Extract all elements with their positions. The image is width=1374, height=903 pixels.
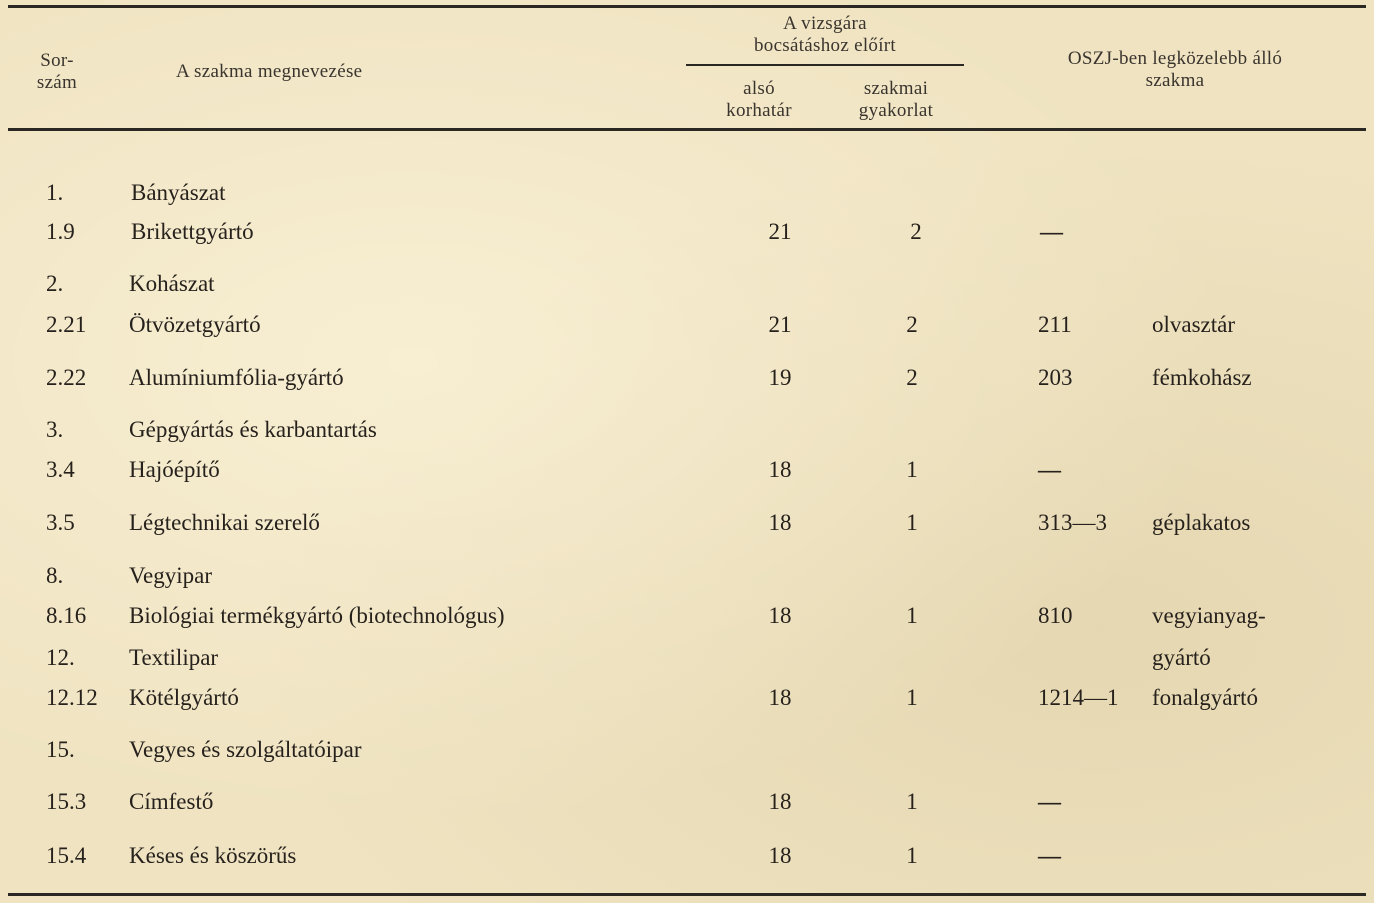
row-2-21-no: 2.21	[46, 312, 87, 337]
row-8-16-age: 18	[768, 603, 792, 628]
row-12-trade: gyártó	[1152, 645, 1211, 670]
row-1-name: Bányászat	[131, 180, 226, 205]
row-15-name: Vegyes és szolgáltatóipar	[129, 737, 362, 762]
row-12-12-name: Kötélgyártó	[129, 685, 239, 710]
row-1-9-age: 21	[768, 219, 792, 244]
row-15-3-no: 15.3	[46, 789, 87, 814]
header-exam	[686, 13, 964, 57]
header-sorszam-line2: szám	[36, 72, 78, 93]
row-1-9-practice: 2	[910, 219, 922, 244]
row-15-4-no: 15.4	[46, 843, 87, 868]
header-age	[700, 78, 818, 122]
row-15-3-name: Címfestő	[129, 789, 214, 814]
row-3-4-practice: 1	[906, 457, 918, 482]
header-age-line1: alsó	[743, 78, 775, 99]
row-15-4-code: —	[1038, 843, 1061, 868]
header-exam-rule	[686, 64, 964, 66]
row-1-no: 1.	[46, 180, 64, 205]
header-rule	[8, 128, 1366, 131]
header-exam-line2: bocsátáshoz előírt	[753, 35, 897, 56]
row-8-16-trade: vegyianyag-	[1152, 603, 1266, 628]
row-3-5-practice: 1	[906, 510, 918, 535]
row-2-22-age: 19	[768, 365, 792, 390]
row-3-4-age: 18	[768, 457, 792, 482]
row-1-9-no: 1.9	[46, 219, 75, 244]
row-2-22-trade: fémkohász	[1152, 365, 1252, 390]
row-2-21-name: Ötvözetgyártó	[129, 312, 261, 337]
row-15-3-age: 18	[768, 789, 792, 814]
header-sorszam	[22, 50, 92, 94]
row-3-5-code: 313—3	[1038, 510, 1107, 535]
row-2-21-trade: olvasztár	[1152, 312, 1236, 337]
row-8-no: 8.	[46, 563, 64, 588]
row-12-12-age: 18	[768, 685, 792, 710]
row-3-5-age: 18	[768, 510, 792, 535]
row-8-16-name: Biológiai termékgyártó (biotechnológus)	[129, 603, 505, 628]
header-practice	[834, 78, 958, 122]
header-practice-line2: gyakorlat	[858, 100, 934, 121]
row-2-22-code: 203	[1038, 365, 1073, 390]
row-3-4-code: —	[1038, 457, 1061, 482]
row-12-12-code: 1214—1	[1038, 685, 1119, 710]
row-15-3-code: —	[1038, 789, 1061, 814]
row-3-5-name: Légtechnikai szerelő	[129, 510, 320, 535]
header-practice-line1: szakmai	[863, 78, 929, 99]
row-12-12-no: 12.12	[46, 685, 98, 710]
row-2-21-practice: 2	[906, 312, 918, 337]
row-1-9-code: —	[1040, 219, 1063, 244]
row-8-16-code: 810	[1038, 603, 1073, 628]
row-2-no: 2.	[46, 271, 64, 296]
row-12-12-trade: fonalgyártó	[1152, 685, 1259, 710]
row-2-21-age: 21	[768, 312, 792, 337]
header-exam-line1: A vizsgára	[783, 13, 867, 34]
row-15-3-practice: 1	[906, 789, 918, 814]
header-oszj-line1: OSZJ-ben legközelebb álló	[1067, 48, 1283, 69]
row-3-5-trade: géplakatos	[1152, 510, 1251, 535]
row-2-22-no: 2.22	[46, 365, 87, 390]
row-8-16-no: 8.16	[46, 603, 87, 628]
row-8-16-practice: 1	[906, 603, 918, 628]
top-rule	[8, 5, 1366, 8]
header-name: A szakma megnevezése	[176, 61, 363, 82]
row-3-4-no: 3.4	[46, 457, 75, 482]
row-3-4-name: Hajóépítő	[129, 457, 220, 482]
row-2-21-code: 211	[1038, 312, 1072, 337]
row-15-4-practice: 1	[906, 843, 918, 868]
bottom-rule	[8, 893, 1366, 896]
row-3-no: 3.	[46, 417, 64, 442]
row-2-22-practice: 2	[906, 365, 918, 390]
header-oszj	[1010, 48, 1340, 92]
row-15-4-age: 18	[768, 843, 792, 868]
header-oszj-line2: szakma	[1145, 70, 1205, 91]
row-12-12-practice: 1	[906, 685, 918, 710]
row-8-name: Vegyipar	[129, 563, 213, 588]
row-1-9-name: Brikettgyártó	[131, 219, 254, 244]
header-sorszam-line1: Sor-	[40, 50, 74, 71]
header-age-line2: korhatár	[726, 100, 792, 121]
row-2-22-name: Alumíniumfólia-gyártó	[129, 365, 344, 390]
row-3-5-no: 3.5	[46, 510, 75, 535]
row-15-4-name: Késes és köszörűs	[129, 843, 297, 868]
row-15-no: 15.	[46, 737, 75, 762]
row-2-name: Kohászat	[129, 271, 215, 296]
row-3-name: Gépgyártás és karbantartás	[129, 417, 377, 442]
row-12-no: 12.	[46, 645, 75, 670]
row-12-name: Textilipar	[129, 645, 219, 670]
